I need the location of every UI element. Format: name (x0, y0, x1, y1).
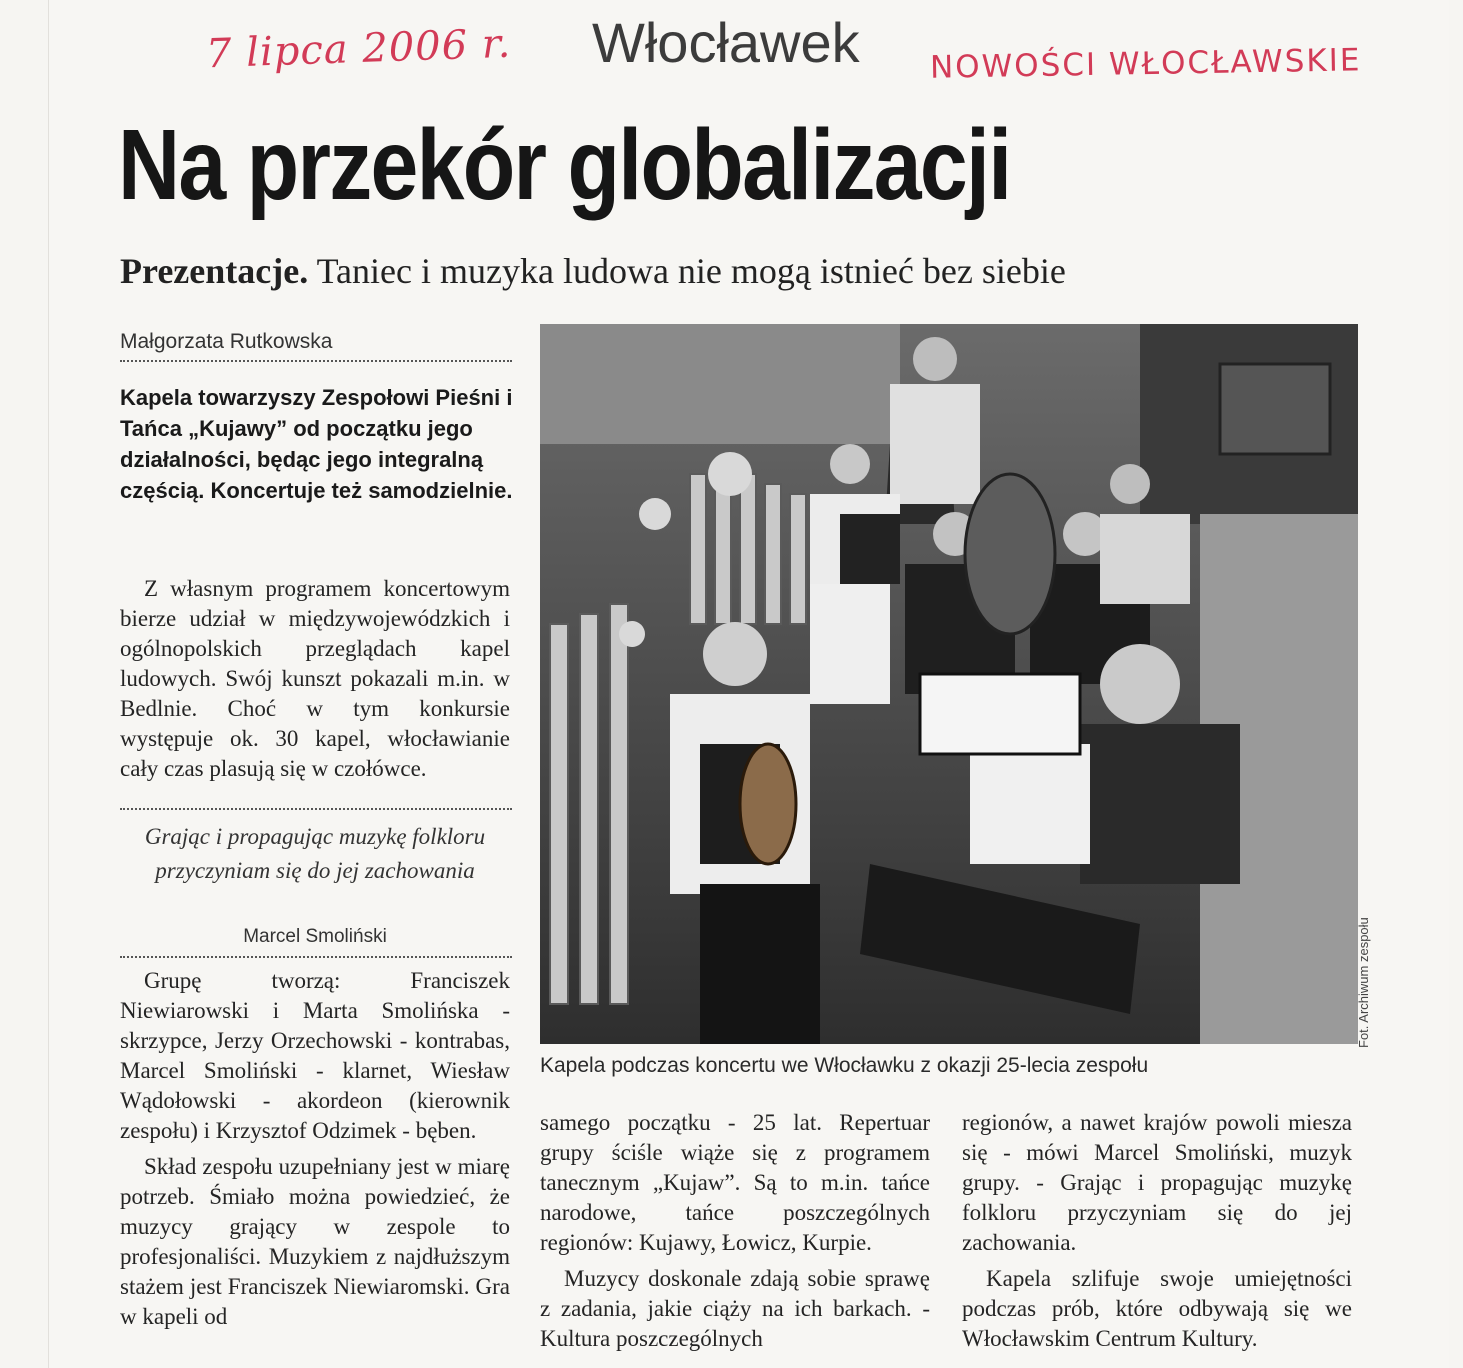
paragraph: Z własnym programem koncertowym bierze udział w międzywojewódzkich i ogólnopolskich przeglądach kapel ludowych. Swój kunszt pokazali m.in. w Bedlnie. Choć w tym konkursie występuje ok. 30 kapel, włocławianie cały czas plasują się w czołówce. (120, 576, 510, 781)
handwritten-source: NOWOŚCI WŁOCŁAWSKIE (929, 42, 1362, 86)
paragraph: regionów, a nawet krajów powoli miesza się - mówi Marcel Smoliński, muzyk grupy. - Grając i propagując muzykę folkloru przyczyniam się do jej zachowania. (962, 1110, 1352, 1255)
pull-quote: Grając i propagując muzykę folkloru przyczyniam się do jej zachowania (144, 824, 486, 883)
column-1-bottom (120, 966, 510, 1338)
quote-divider-top (120, 808, 512, 810)
column-1-top (120, 574, 510, 790)
subhead-kicker: Prezentacje. (120, 251, 309, 291)
paragraph: samego początku - 25 lat. Repertuar grupy ściśle wiąże się z programem tanecznym „Kujaw”. Są to m.in. tańce narodowe, tańce poszczególnych regionów: Kujawy, Łowicz, Kurpie. (540, 1110, 930, 1255)
article-photo (540, 324, 1358, 1044)
quote-divider-bottom (120, 956, 512, 958)
column-2 (540, 1108, 930, 1360)
article-headline: Na przekór globalizacji (118, 109, 1011, 221)
photo-caption: Kapela podczas koncertu we Włocławku z okazji 25-lecia zespołu (540, 1054, 1149, 1077)
pull-quote-author: Marcel Smoliński (243, 926, 387, 947)
handwritten-date: 7 lipca 2006 r. (205, 20, 512, 78)
article-author: Małgorzata Rutkowska (120, 330, 333, 353)
photo-illustration (540, 324, 1358, 1044)
paragraph: Muzycy doskonale zdają sobie sprawę z zadania, jakie ciąży na ich barkach. - Kultura poszczególnych (540, 1266, 930, 1351)
article-lead: Kapela towarzyszy Zespołowi Pieśni i Tańca „Kujawy” od początku jego działalności, będąc jego integralną częścią. Koncertuje też samodzielnie. (120, 385, 513, 503)
paragraph: Grupę tworzą: Franciszek Niewiarowski i Marta Smolińska - skrzypce, Jerzy Orzechowski - kontrabas, Marcel Smoliński - klarnet, Wiesław Wądołowski - akordeon (kierownik zespołu) i Krzysztof Odzimek - bęben. (120, 968, 510, 1143)
section-title: Włocławek (592, 11, 860, 74)
paragraph: Skład zespołu uzupełniany jest w miarę potrzeb. Śmiało można powiedzieć, że muzycy grający w zespole to profesjonaliści. Muzykiem z najdłuższym stażem jest Franciszek Niewiaromski. Gra w kapeli od (120, 1154, 510, 1329)
photo-credit: Fot. Archiwum zespołu (1356, 917, 1371, 1048)
column-3 (962, 1108, 1352, 1360)
paragraph: Kapela szlifuje swoje umiejętności podczas prób, które odbywają się we Włocławskim Centrum Kultury. (962, 1266, 1352, 1351)
article-subhead (120, 250, 1066, 292)
subhead-text: Taniec i muzyka ludowa nie mogą istnieć bez siebie (316, 251, 1066, 291)
author-divider (120, 360, 512, 362)
